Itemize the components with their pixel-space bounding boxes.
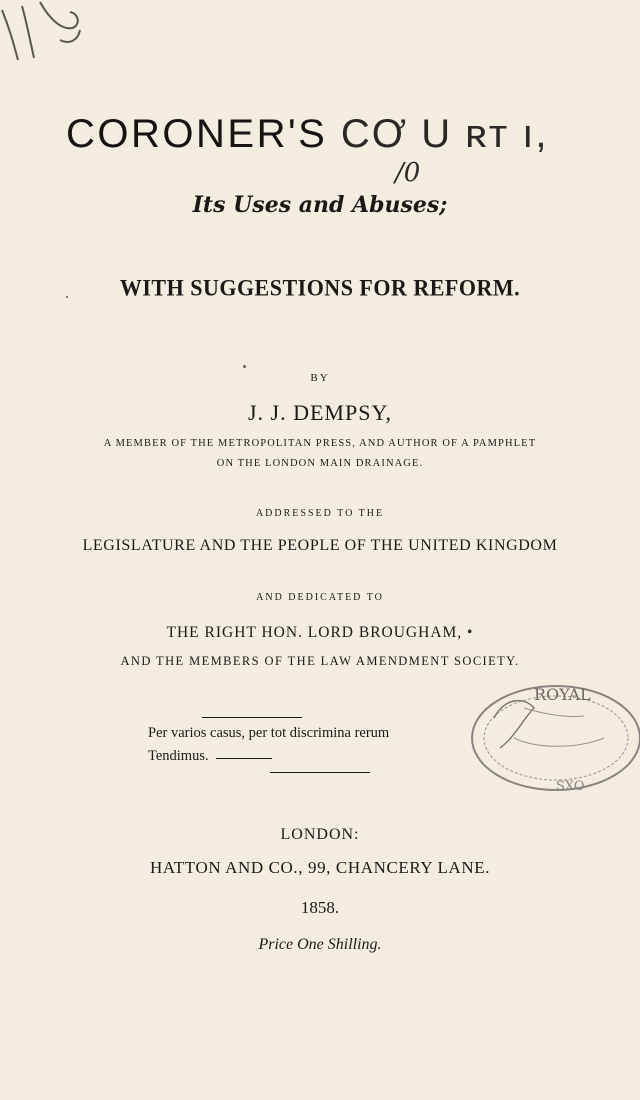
author-description-line: ON THE LONDON MAIN DRAINAGE.: [216, 458, 424, 469]
dedicated-label: AND DEDICATED TO: [256, 592, 384, 603]
addressee: LEGISLATURE AND THE PEOPLE OF THE UNITED KINGDOM: [82, 537, 558, 554]
dedicatee: [0, 624, 640, 642]
epigraph-line: Per varios casus, per tot discrimina rerum: [148, 725, 390, 741]
title-main: CORONER'S: [66, 112, 328, 156]
epigraph-rule-top: [202, 717, 302, 718]
by-label: BY: [310, 372, 330, 384]
paper-speck: [66, 296, 68, 298]
dedicatee-society: AND THE MEMBERS OF THE LAW AMENDMENT SOCIETY.: [120, 654, 520, 668]
title-torn-part: CƠ U ʀᴛ ı,: [340, 112, 549, 156]
book-title: [66, 112, 626, 157]
author-description-line: A MEMBER OF THE METROPOLITAN PRESS, AND AUTHOR OF A PAMPHLET: [103, 438, 537, 449]
stamp-bottom-text: SXO: [556, 779, 585, 794]
price: Price One Shilling.: [258, 936, 382, 953]
imprint-year: 1858.: [300, 898, 340, 917]
subtitle: Its Uses and Abuses;: [192, 192, 448, 218]
tagline: WITH SUGGESTIONS FOR REFORM.: [119, 274, 521, 301]
addressed-label: ADDRESSED TO THE: [255, 508, 385, 519]
library-stamp: [464, 678, 640, 800]
dedicatee-name: THE RIGHT HON. LORD BROUGHAM,: [166, 624, 463, 641]
imprint-publisher: HATTON AND CO., 99, CHANCERY LANE.: [149, 858, 491, 877]
ink-mark: •: [467, 624, 474, 641]
paper-speck: [243, 365, 246, 368]
handwritten-scribble: [0, 0, 90, 80]
epigraph-rule-bottom: [270, 772, 370, 773]
epigraph-dash: [216, 758, 272, 759]
epigraph-line: Tendimus.: [148, 748, 209, 764]
stamp-top-text: ROYAL: [534, 685, 591, 704]
handwritten-number: /0: [395, 158, 421, 188]
imprint-place: LONDON:: [280, 826, 360, 843]
author-name: J. J. DEMPSY,: [247, 400, 393, 425]
